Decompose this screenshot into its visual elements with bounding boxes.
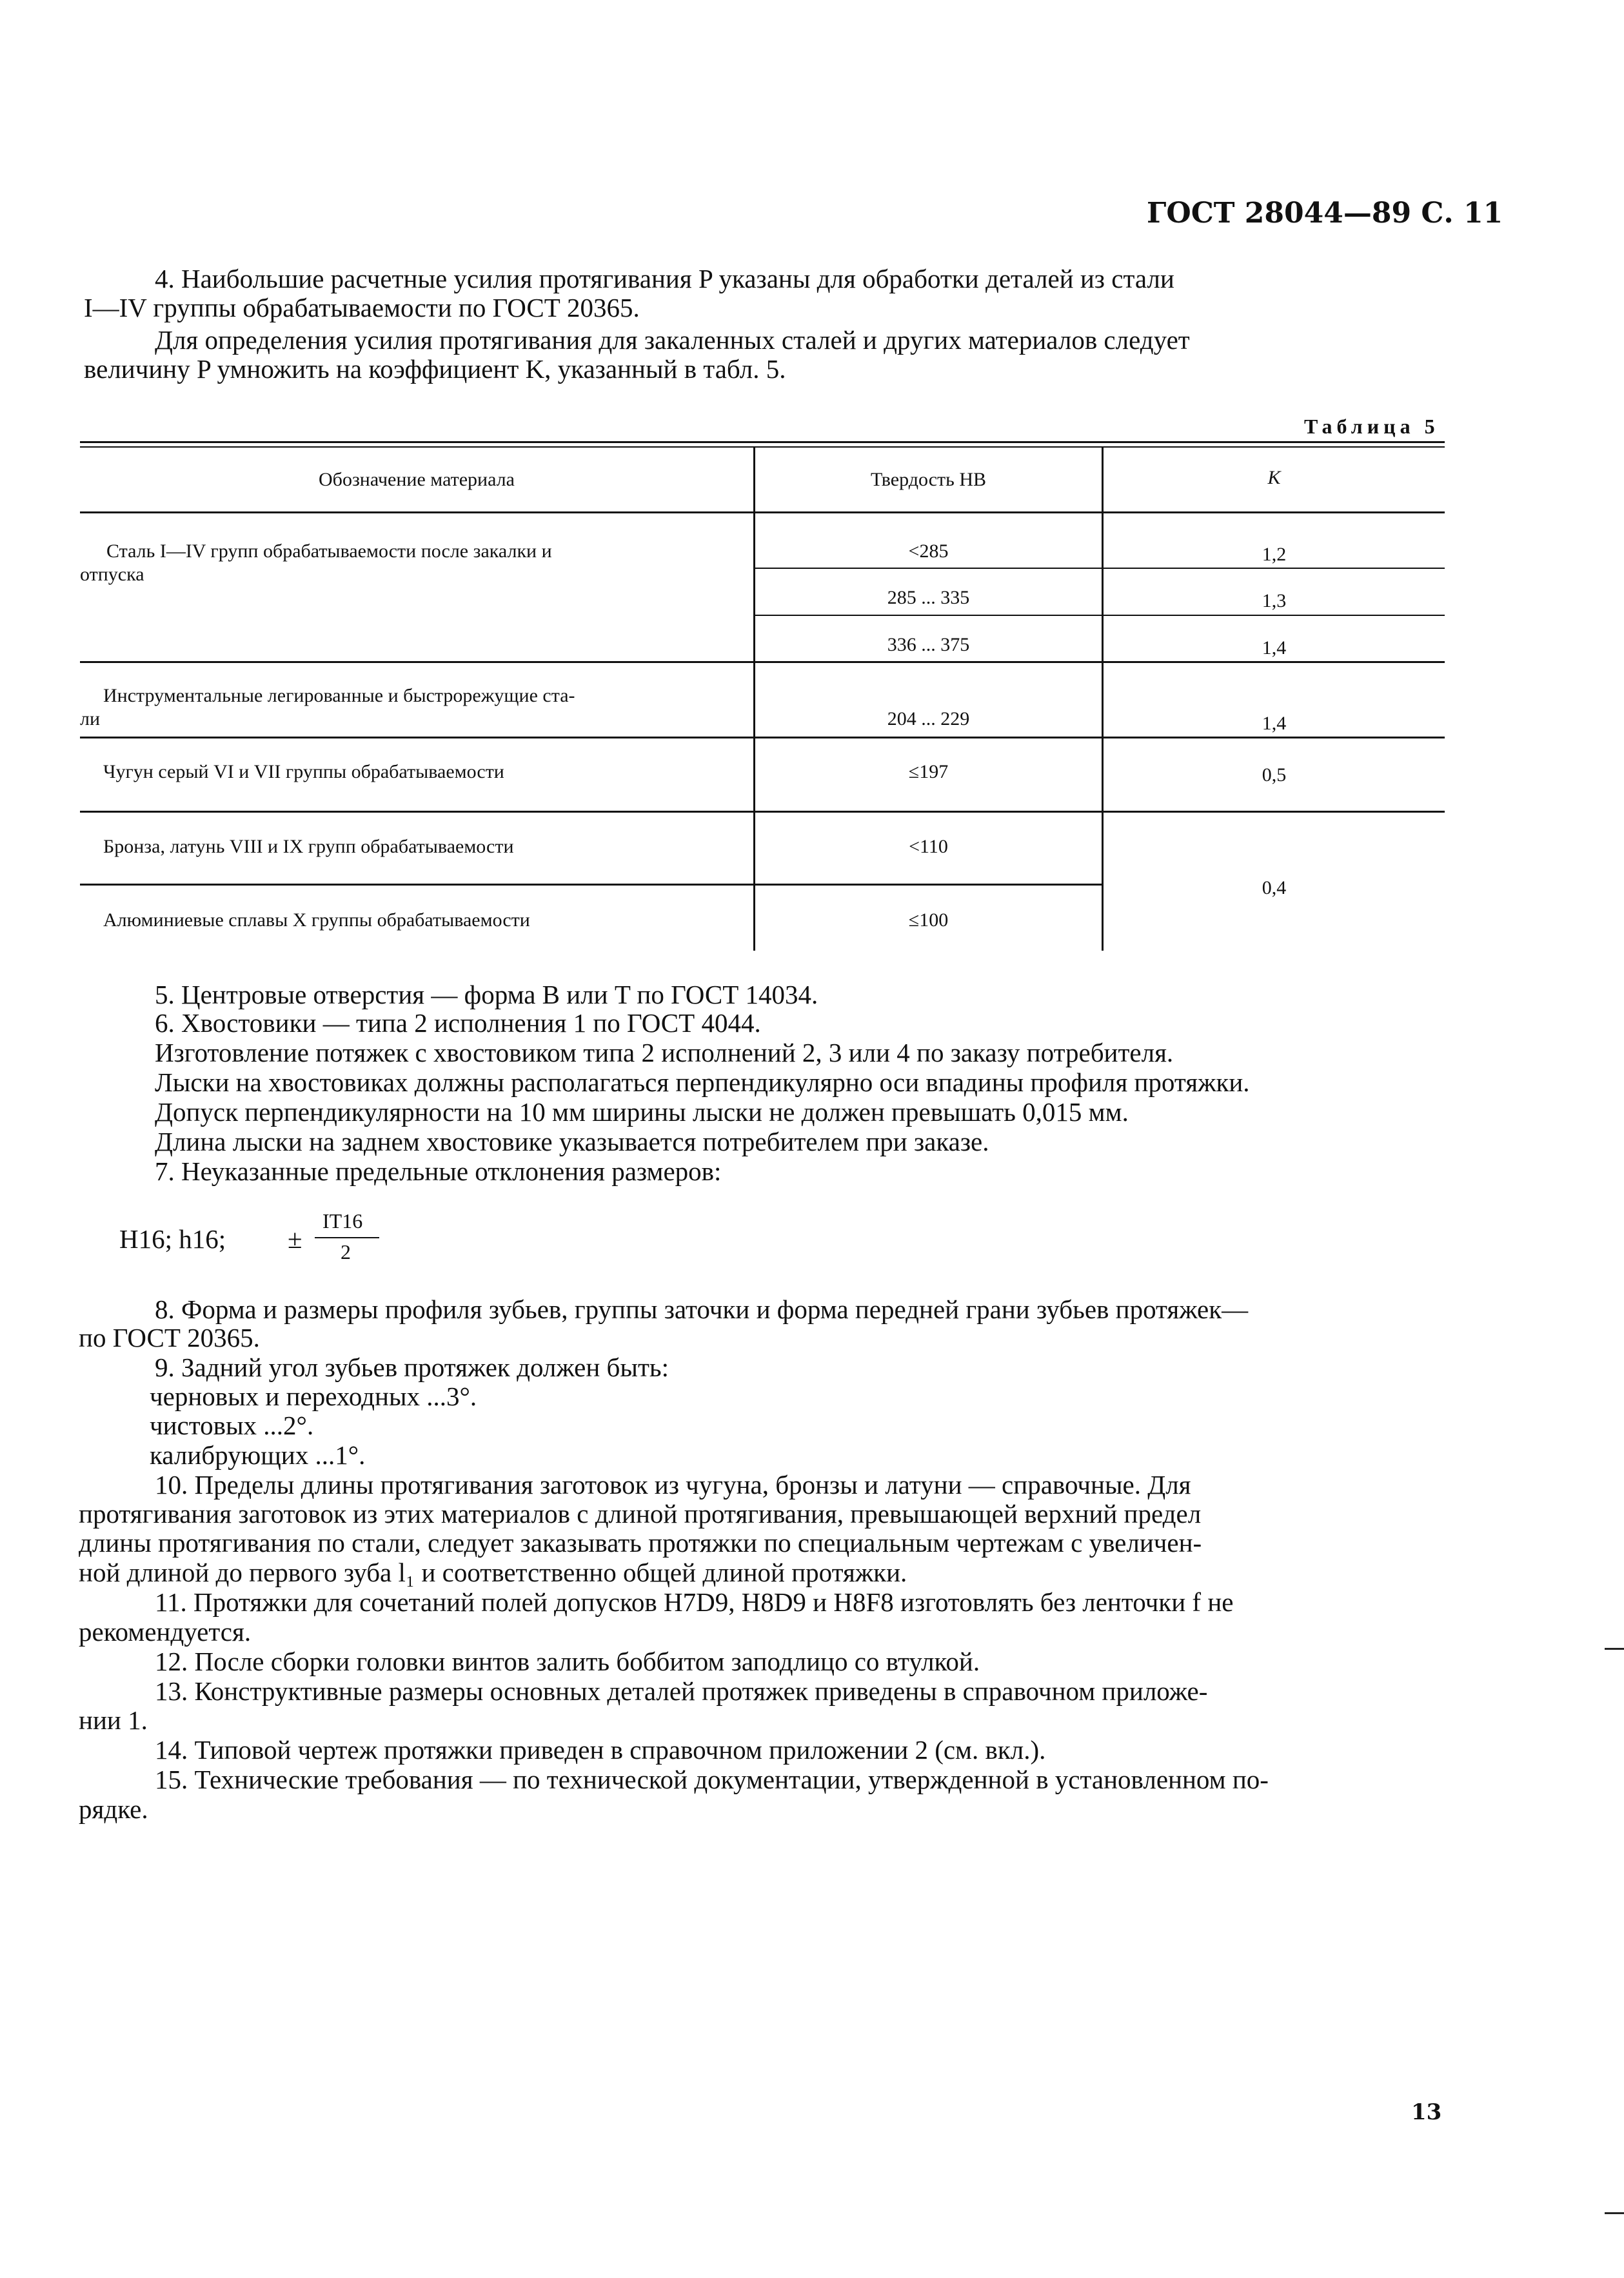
body-line: 6. Хвостовики — типа 2 исполнения 1 по ГОСТ 4044.	[155, 1008, 761, 1038]
table-divider	[1102, 448, 1104, 951]
body-line: протягивания заготовок из этих материалов с длиной протягивания, превышающей верхний предел	[79, 1499, 1202, 1529]
body-line: рекомендуется.	[79, 1617, 252, 1647]
hb-steel-3: 336 ... 375	[887, 634, 970, 655]
table-rule	[80, 884, 1103, 886]
hb-aluminium: ≤100	[908, 909, 949, 931]
body-line: Допуск перпендикулярности на 10 мм ширины лыски не должен превышать 0,015 мм.	[155, 1097, 1129, 1127]
table-rule	[80, 446, 1445, 448]
page-header: ГОСТ 28044—89 С. 11	[1147, 197, 1503, 230]
k-steel-2: 1,3	[1262, 590, 1287, 611]
header-material: Обозначение материала	[319, 469, 515, 490]
material-castiron: Чугун серый VI и VII группы обрабатываемости	[103, 761, 504, 782]
body-line: черновых и переходных ...3°.	[150, 1382, 477, 1411]
body-line: ной длиной до первого зуба l₁ и соответственно общей длиной протяжки.	[79, 1558, 907, 1587]
material-steel-line2: отпуска	[80, 564, 144, 585]
hb-steel-2: 285 ... 335	[887, 587, 970, 608]
body-line: длины протягивания по стали, следует заказывать протяжки по специальным чертежам с увеличен-	[79, 1528, 1202, 1558]
k-bronze-aluminium: 0,4	[1262, 877, 1287, 898]
table-rule	[755, 615, 1445, 616]
material-aluminium: Алюминиевые сплавы X группы обрабатываемости	[103, 909, 530, 931]
body-line: по ГОСТ 20365.	[79, 1323, 260, 1352]
formula-left: H16; h16;	[119, 1224, 226, 1254]
hb-bronze: <110	[909, 836, 948, 857]
hb-castiron: ≤197	[908, 761, 949, 782]
k-tool: 1,4	[1262, 713, 1287, 734]
material-steel-line1: Сталь I—IV групп обрабатываемости после закалки и	[106, 540, 552, 562]
body-line: 10. Пределы длины протягивания заготовок из чугуна, бронзы и латуни — справочные. Для	[155, 1470, 1191, 1500]
header-k: K	[1267, 467, 1281, 488]
scan-mark	[1605, 1648, 1624, 1650]
body-line: 8. Форма и размеры профиля зубьев, группы заточки и форма передней грани зубьев протяжек—	[155, 1294, 1249, 1324]
k-steel-3: 1,4	[1262, 637, 1287, 659]
body-line: 14. Типовой чертеж протяжки приведен в справочном приложении 2 (см. вкл.).	[155, 1735, 1046, 1765]
hb-steel-1: <285	[908, 540, 949, 562]
body-line: 11. Протяжки для сочетаний полей допусков H7D9, H8D9 и H8F8 изготовлять без ленточки f не	[155, 1587, 1234, 1617]
formula-pm: ±	[288, 1224, 302, 1254]
para-4b-line2: величину P умножить на коэффициент K, указанный в табл. 5.	[84, 354, 786, 384]
body-line: 12. После сборки головки винтов залить боббитом заподлицо со втулкой.	[155, 1647, 980, 1676]
table-rule	[80, 661, 1445, 663]
body-line: Лыски на хвостовиках должны располагаться перпендикулярно оси впадины профиля протяжки.	[155, 1067, 1250, 1097]
table-caption: Таблица 5	[1304, 415, 1440, 438]
body-line: чистовых ...2°.	[150, 1411, 314, 1440]
header-hardness: Твердость НВ	[870, 469, 987, 490]
table-rule	[80, 511, 1445, 513]
formula-denominator: 2	[341, 1240, 351, 1263]
material-tool-line1: Инструментальные легированные и быстрорежущие ста-	[103, 685, 575, 706]
para-4b-line1: Для определения усилия протягивания для закаленных сталей и других материалов следует	[155, 325, 1190, 355]
body-line: рядке.	[79, 1794, 148, 1824]
body-line: 9. Задний угол зубьев протяжек должен быть:	[155, 1352, 669, 1382]
table-divider	[753, 448, 755, 951]
body-line: 13. Конструктивные размеры основных деталей протяжек приведены в справочном приложе-	[155, 1676, 1208, 1706]
body-line: 5. Центровые отверстия — форма B или T по ГОСТ 14034.	[155, 980, 818, 1009]
table-rule	[80, 441, 1445, 443]
k-steel-1: 1,2	[1262, 544, 1287, 565]
hb-tool: 204 ... 229	[887, 708, 970, 729]
body-line: 7. Неуказанные предельные отклонения размеров:	[155, 1156, 722, 1186]
body-line: Изготовление потяжек с хвостовиком типа 2 исполнений 2, 3 или 4 по заказу потребителя.	[155, 1038, 1174, 1067]
k-castiron: 0,5	[1262, 764, 1287, 786]
formula-numerator: IT16	[322, 1209, 363, 1233]
material-tool-line2: ли	[80, 708, 101, 729]
fraction-bar	[315, 1237, 379, 1238]
body-line: калибрующих ...1°.	[150, 1440, 366, 1470]
body-line: 15. Технические требования — по технической документации, утвержденной в установленном по-	[155, 1765, 1269, 1794]
table-rule	[80, 811, 1445, 813]
para-4-line2: I—IV группы обрабатываемости по ГОСТ 20365.	[84, 293, 640, 322]
page-number: 13	[1411, 2099, 1442, 2125]
material-bronze: Бронза, латунь VIII и IX групп обрабатываемости	[103, 836, 514, 857]
table-rule	[755, 568, 1445, 569]
body-line: Длина лыски на заднем хвостовике указывается потребителем при заказе.	[155, 1127, 989, 1156]
body-line: нии 1.	[79, 1705, 148, 1735]
table-rule	[80, 737, 1445, 738]
para-4-line1: 4. Наибольшие расчетные усилия протягивания P указаны для обработки деталей из стали	[155, 264, 1174, 293]
scan-mark	[1605, 2212, 1624, 2214]
